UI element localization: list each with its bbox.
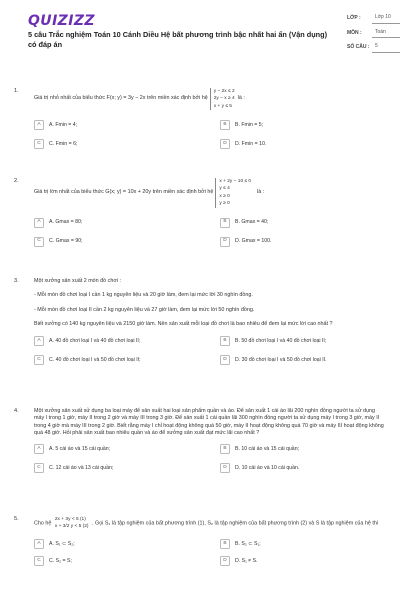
option-a[interactable] [34,120,200,130]
question-paragraph: Một xưởng sản xuất 2 món đồ chơi : [34,278,122,284]
system-line: y − 2x ≤ 2 [213,89,235,94]
question-2 [14,178,386,247]
question-3 [14,278,386,365]
option-d[interactable] [220,463,386,473]
option-letter: B [220,539,230,549]
option-text: D. Fmin = 10. [235,140,267,147]
answer-options [34,120,386,149]
question-text [34,516,386,530]
question-paragraph: - Mỗi món đồ chơi loại I cần 1 kg nguyên liệu và 20 giờ làm, đem lại mức lời 30 nghìn đồng. [34,292,253,299]
option-letter: B [220,444,230,454]
option-letter: B [220,336,230,346]
option-a[interactable] [34,218,200,228]
option-letter: B [220,120,230,130]
option-text: C. Fmin = 6; [49,140,78,147]
meta-subject-row [347,29,400,39]
option-text: A. Gmax = 80; [49,219,83,226]
option-text: B. S₂ ⊂ S₁; [235,540,261,547]
option-text: B. Fmin = 5; [235,121,264,128]
question-stem: Giá trị nhỏ nhất của biểu thức F(x; y) = 3y − 2x trên miền xác định bởi hệ [34,95,208,102]
option-text: B. 50 đồ chơi loại I và 40 đồ chơi loại II; [235,337,327,344]
option-text: C. S₂ = S; [49,557,72,564]
inequality-system [215,178,251,208]
meta-subject-value: Toán [372,29,400,39]
option-a[interactable] [34,539,200,549]
question-paragraph: Biết xưởng có 140 kg nguyên liệu và 2150 giờ làm. Nên sản xuất mỗi loại đồ chơi là bao nhiêu để đem lại mức lời cao nhất ? [34,320,333,327]
answer-options [34,336,386,365]
question-suffix: là : [237,95,245,102]
page-title: 5 câu Trắc nghiệm Toán 10 Cánh Diều Hệ bất phương trình bậc nhất hai ẩn (Vận dụng) có đáp án [28,30,328,50]
option-text: D. S₁ ≠ S. [235,557,258,564]
system-line: 2y − x ≥ 4 [213,96,235,102]
option-letter: A [34,444,44,454]
option-text: C. 40 đồ chơi loại I và 50 đồ chơi loại II; [49,356,141,363]
option-text: A. 5 cái áo và 15 cái quần; [49,445,111,452]
option-text: A. S₁ ⊂ S₂; [49,540,75,547]
question-prefix: Cho hệ [34,520,52,527]
option-letter: C [34,355,44,365]
quizizz-logo[interactable]: QUIZIZZ [28,13,95,29]
question-stem: Giá trị lớn nhất của biểu thức G(x; y) = 10x + 20y trên miền xác định bởi hệ [34,189,214,196]
option-d[interactable] [220,139,386,149]
option-letter: D [220,355,230,365]
system-line: x + y ≤ 5 [213,103,232,109]
inequality-system [55,516,89,530]
question-5 [14,516,386,566]
option-b[interactable] [220,120,386,130]
system-line: x + 3/2 y < 5 (2) [54,524,89,530]
option-b[interactable] [220,336,386,346]
option-text: C. Gmax = 90; [49,238,83,245]
meta-class-label: LỚP : [347,15,361,21]
question-stem: . Gọi S₁ là tập nghiệm của bất phương trình (1), S₂ là tập nghiệm của bất phương trình (2) và S là tập nghiệm của hệ thì [92,520,379,527]
question-paragraph: - Mỗi món đồ chơi loại II cần 2 kg nguyên liệu và 27 giờ làm, đem lại mức lời 50 nghìn đồng. [34,306,255,313]
meta-count-row [347,43,400,53]
option-text: B. Gmax = 40; [235,219,269,226]
option-d[interactable] [220,237,386,247]
system-line: y ≥ 0 [219,201,230,207]
option-letter: D [220,237,230,247]
meta-count-label: SỐ CÂU : [347,44,370,50]
option-letter: B [220,218,230,228]
option-a[interactable] [34,336,200,346]
option-letter: C [34,556,44,566]
question-number: 4. [14,408,19,414]
option-b[interactable] [220,218,386,228]
question-text [34,278,386,328]
option-letter: C [34,463,44,473]
answer-options [34,218,386,247]
answer-options [34,539,386,566]
option-b[interactable] [220,539,386,549]
question-4 [14,408,386,473]
option-letter: A [34,539,44,549]
option-letter: D [220,463,230,473]
worksheet-header [14,0,391,70]
option-text: D. Gmax = 100. [235,238,272,245]
option-text: D. 10 cái áo và 10 cái quần. [235,464,300,471]
question-suffix: là : [257,189,265,196]
option-d[interactable] [220,556,386,566]
option-letter: D [220,556,230,566]
question-text [34,408,386,437]
option-text: C. 12 cái áo và 13 cái quần; [49,464,114,471]
option-letter: D [220,139,230,149]
question-number: 3. [14,278,19,284]
meta-class-row [347,14,400,24]
inequality-system [210,88,235,110]
system-line: 2x + 3y < 5 (1) [54,517,86,522]
option-text: B. 10 cái áo và 15 cái quần; [235,445,300,452]
option-text: A. Fmin = 4; [49,121,78,128]
worksheet-meta [347,14,400,58]
option-letter: A [34,120,44,130]
system-line: x + 2y − 10 ≤ 0 [219,179,252,184]
option-text: A. 40 đồ chơi loại I và 40 đồ chơi loại II; [49,337,141,344]
option-letter: A [34,336,44,346]
system-line: x ≥ 0 [219,193,230,199]
question-text [34,88,386,110]
option-letter: C [34,139,44,149]
question-1 [14,88,386,149]
option-letter: A [34,218,44,228]
meta-class-value: Lớp 10 [372,14,400,24]
question-number: 5. [14,516,19,522]
question-number: 2. [14,178,19,184]
question-number: 1. [14,88,19,94]
meta-subject-label: MÔN : [347,29,362,36]
question-paragraph: Một xưởng sản xuất sử dụng ba loại máy để sản xuất hai loại sản phẩm quần và áo. Để sản xuất 1 cái áo lãi 200 nghìn đồng người ta sử dụng máy I trong 1 giờ, máy II trong 2 giờ và máy III trong 3 giờ. Để sản xuất 1 cái quần lãi 300 nghìn đồng người ta sử dụng máy I trong 3 giờ, máy II trong 4 giờ mà máy III trong 2 giờ. Biết rằng máy I chỉ hoạt động không quá 50 giờ, máy II hoạt động không quá 70 giờ và máy III hoạt động không quá 48 giờ. Hỏi phải sản xuất bao nhiêu quần và áo để xưởng sản xuất đạt mức lãi cao nhất ? [34,408,384,436]
option-c[interactable] [34,556,200,566]
system-line: y ≤ 4 [219,186,230,192]
option-c[interactable] [34,463,200,473]
option-d[interactable] [220,355,386,365]
answer-options [34,444,386,473]
option-b[interactable] [220,444,386,454]
option-a[interactable] [34,444,200,454]
option-c[interactable] [34,355,200,365]
option-c[interactable] [34,237,200,247]
meta-count-value: 5 [372,43,400,53]
option-c[interactable] [34,139,200,149]
option-letter: C [34,237,44,247]
option-text: D. 30 đồ chơi loại I và 50 đồ chơi loại II. [235,356,327,363]
question-text [34,178,386,208]
